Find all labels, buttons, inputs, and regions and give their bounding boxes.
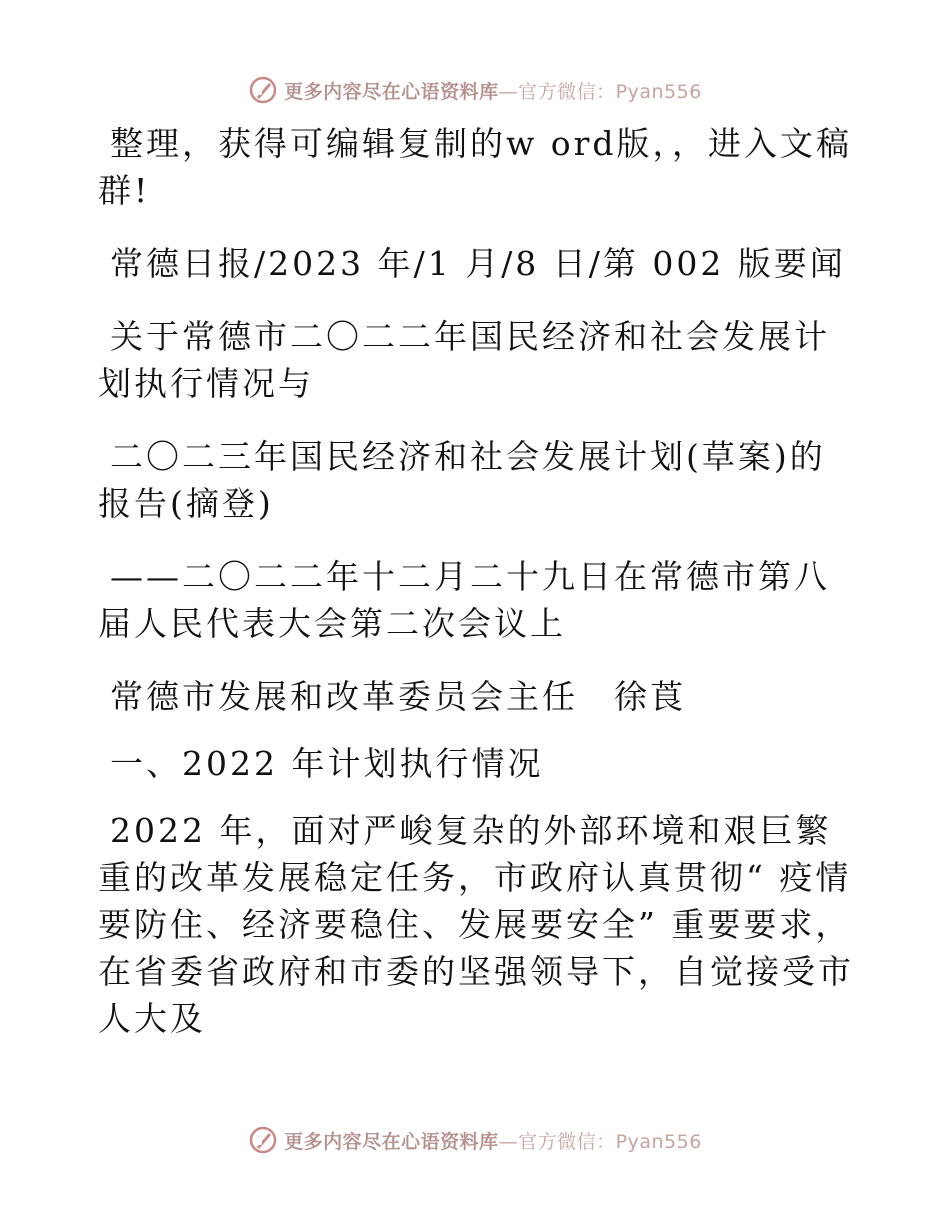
report-title-line-2: 二〇二三年国民经济和社会发展计划(草案)的报告(摘登) [98,437,826,523]
footer-watermark-banner [0,1120,950,1160]
quill-seal-icon [248,1125,278,1155]
quill-seal-icon [248,75,278,105]
banner-text: 更多内容尽在心语资料库—官方微信：Pyan556 [284,1130,702,1153]
report-occasion: ——二〇二二年十二月二十九日在常德市第八届人民代表大会第二次会议上 [98,557,830,643]
report-author: 常德市发展和改革委员会主任 徐莨 [110,677,686,716]
body-paragraph: 2022 年，面对严峻复杂的外部环境和艰巨繁重的改革发展稳定任务，市政府认真贯彻“ 疫情要防住、经济要稳住、发展要安全” 重要要求，在省委省政府和市委的坚强领导下，自觉接受市人大及 [98,811,854,1038]
section-heading: 一、2022 年计划执行情况 [110,744,544,783]
source-line: 常德日报/2023 年/1 月/8 日/第 002 版要闻 [110,244,846,283]
document-body [98,120,858,1068]
report-title-line-1: 关于常德市二〇二二年国民经济和社会发展计划执行情况与 [98,317,830,403]
intro-paragraph: 整理，获得可编辑复制的w ord版，，进入文稿群! [98,124,853,210]
banner-text: 更多内容尽在心语资料库—官方微信：Pyan556 [284,80,702,103]
header-watermark-banner [0,70,950,110]
